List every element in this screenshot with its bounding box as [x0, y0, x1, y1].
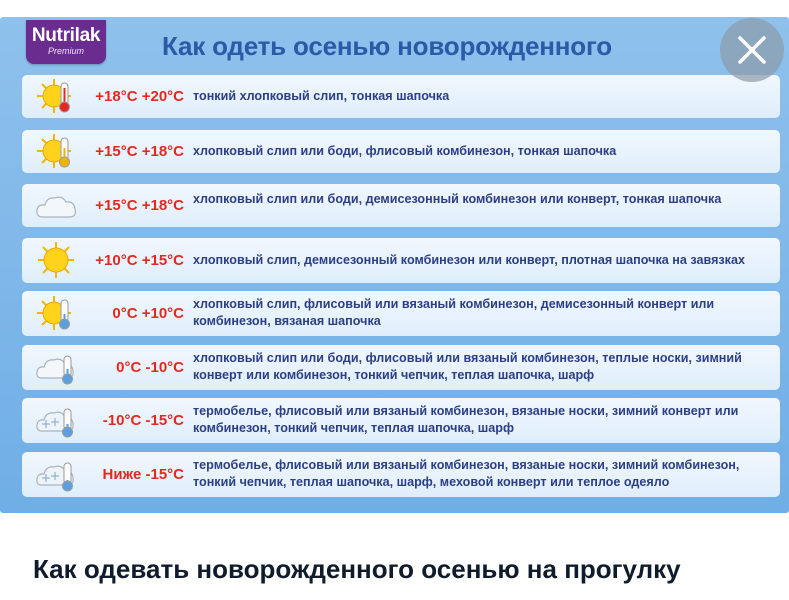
close-icon: [737, 35, 767, 65]
article-heading: Как одевать новорожденного осенью на прогулку: [33, 554, 681, 584]
sun-icon: [34, 240, 80, 280]
row-4: [22, 238, 780, 283]
clothing-description: хлопковый слип или боди, демисезонный комбинезон или конверт, тонкая шапочка: [193, 192, 722, 206]
temperature-range: +10°C +15°C: [95, 252, 184, 269]
row-3: [22, 184, 780, 227]
logo-brand: Nutrilak: [31, 25, 101, 46]
snow-cloud-thermometer-icon: [34, 401, 80, 441]
temperature-range: +18°C +20°C: [95, 88, 184, 105]
row-6: [22, 345, 780, 390]
row-1: [22, 75, 780, 118]
cloud-thermometer-icon: [34, 348, 80, 388]
row-2: [22, 130, 780, 173]
sun-thermometer-icon: [34, 76, 80, 116]
clothing-description: тонкий хлопковый слип, тонкая шапочка: [193, 89, 450, 103]
clothing-description: термобелье, флисовый или вязаный комбинезон, вязаные носки, зимний конверт или комбинезон, тонкий чепчик, теплая шапочка, шарф: [193, 404, 739, 435]
clothing-description: хлопковый слип или боди, флисовый или вязаный комбинезон, теплые носки, зимний конверт или комбинезон, тонкий чепчик, теплая шапочка, шарф: [193, 351, 742, 382]
infographic-title: Как одеть осенью новорожденного: [162, 31, 612, 61]
temperature-range: +15°C +18°C: [95, 143, 184, 160]
temperature-range: Ниже -15°C: [102, 466, 184, 483]
row-7: [22, 398, 780, 443]
clothing-description: термобелье, флисовый или вязаный комбинезон, вязаные носки, зимний комбинезон, тонкий чепчик, теплая шапочка, шарф, меховой конверт или теплое одеяло: [193, 458, 740, 489]
clothing-description: хлопковый слип, флисовый или вязаный комбинезон, демисезонный конверт или комбинезон, вязаная шапочка: [193, 297, 715, 328]
infographic-card: [0, 17, 789, 513]
snow-cloud-thermometer-icon: [34, 455, 80, 495]
temperature-range: 0°C +10°C: [112, 305, 184, 322]
temperature-range: +15°C +18°C: [95, 197, 184, 214]
sun-thermometer-icon: [34, 131, 80, 171]
row-8: [22, 452, 780, 497]
clothing-description: хлопковый слип, демисезонный комбинезон или конверт, плотная шапочка на завязках: [193, 253, 745, 267]
sun-thermometer-icon: [34, 293, 80, 333]
close-button[interactable]: [720, 18, 784, 82]
temperature-range: -10°C -15°C: [102, 412, 184, 429]
cloud-icon: [34, 186, 80, 226]
clothing-description: хлопковый слип или боди, флисовый комбинезон, тонкая шапочка: [193, 144, 617, 158]
row-5: [22, 291, 780, 336]
logo-sub: Premium: [47, 46, 84, 56]
temperature-range: 0°C -10°C: [116, 359, 184, 376]
nutrilak-logo: [26, 20, 106, 64]
